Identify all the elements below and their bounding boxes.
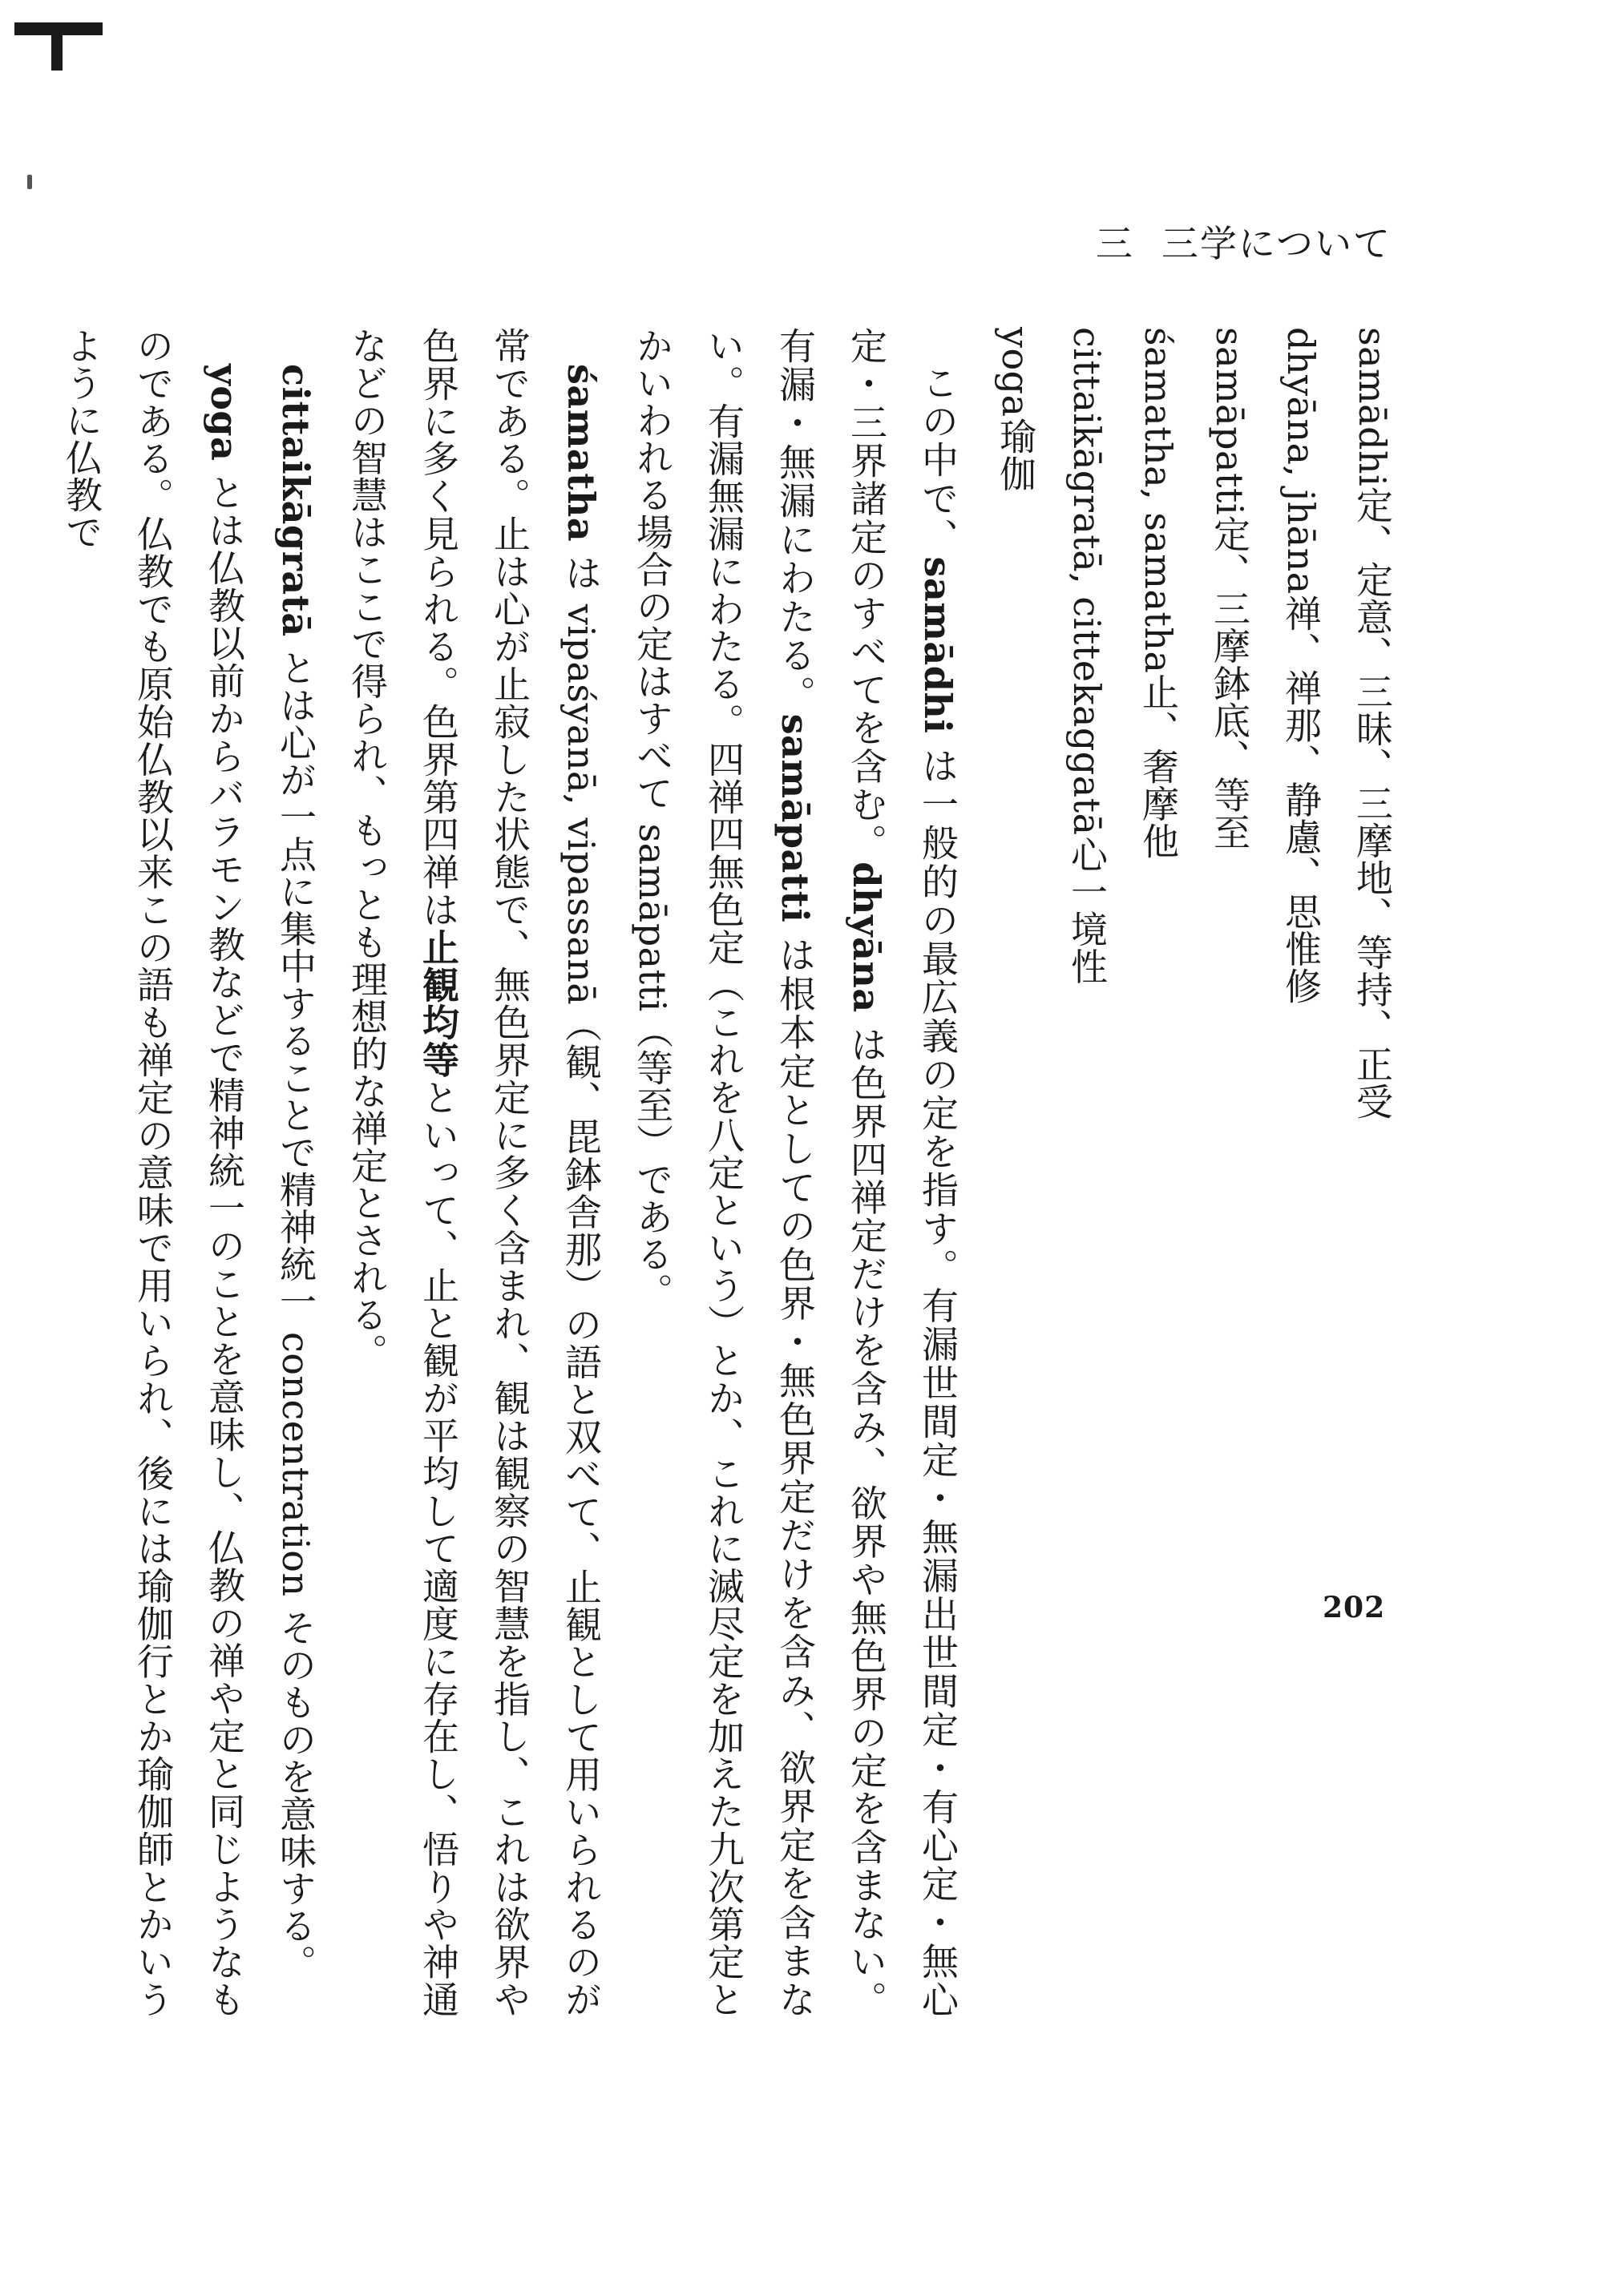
- text-run: は vipaśyanā, vipassanā（観、毘鉢舎那）の語と双べて、止観として用いられるのが常である。止は心が止寂した状態で、無色界定に多く含まれ、観は観察の智慧を指し、これは欲界や色界に多く見られる。色界第四禅は: [417, 327, 603, 2018]
- key-term: 止観均等: [417, 928, 460, 1079]
- paragraph: [331, 327, 616, 2018]
- term-entry: [1122, 327, 1194, 2018]
- text-run: は根本定としての色界・無色界定だけを含み、欲界定を含まない。有漏無漏にわたる。四禅四無色定（これを八定という）とか、これに滅尽定を加えた九次第定とかいわれる場合の定はすべて samāpatti（等至）である。: [631, 327, 817, 2019]
- term-entry: [1336, 327, 1408, 2018]
- term-gloss: 定、定意、三昧、三摩地、等持、正受: [1351, 486, 1394, 1120]
- scan-speck: [27, 175, 32, 189]
- term-romanized: yoga: [994, 327, 1037, 418]
- text-run: とは仏教以前からバラモン教などで精神統一のことを意味し、仏教の禅や定と同じようなものである。仏教でも原始仏教以来この語も禅定の意味で用いられ、後には瑜伽行とか瑜伽師とかいうように仏教で: [60, 327, 246, 2018]
- key-term: śamatha: [560, 364, 603, 543]
- text-run: この中で、: [916, 364, 959, 557]
- key-term: cittaikāgratā: [274, 364, 317, 637]
- term-romanized: cittaikāgratā, cittekaggatā: [1065, 327, 1109, 836]
- section-title: 三学について: [1161, 222, 1392, 265]
- paragraph: [616, 327, 973, 2018]
- term-entry: [1265, 327, 1336, 2018]
- text-run: は色界四禅定だけを含み、欲界や無色界の定を含まない。有漏・無漏にわたる。: [774, 327, 888, 2018]
- key-term: yoga: [203, 364, 246, 462]
- term-entry: [980, 327, 1051, 2018]
- term-romanized: dhyāna, jhāna: [1279, 327, 1323, 595]
- section-number: 三: [1095, 222, 1134, 265]
- term-entry: [1194, 327, 1265, 2018]
- term-romanized: śamatha, samatha: [1137, 327, 1180, 674]
- term-gloss: 定、三摩鉢底、等至: [1208, 515, 1251, 851]
- term-gloss: 心一境性: [1065, 835, 1109, 985]
- text-run: とは心が一点に集中することで精神統一 concentration そのものを意味する。: [274, 636, 317, 1982]
- key-term: dhyāna: [845, 862, 888, 1013]
- term-gloss: 止、奢摩他: [1137, 673, 1180, 860]
- key-term: samāpatti: [774, 713, 817, 923]
- paragraph: [260, 327, 331, 2018]
- term-entry: [1051, 327, 1122, 2018]
- key-term: samādhi: [916, 556, 959, 734]
- text-run: は一般的の最広義の定を指す。有漏世間定・無漏出世間定・有心定・無心定・三界諸定のすべてを含む。: [845, 327, 959, 2019]
- corner-crop-mark: [14, 22, 103, 71]
- running-header: [1096, 215, 1392, 268]
- term-gloss: 禅、禅那、静慮、思惟修: [1279, 594, 1323, 1005]
- term-gloss: 瑜伽: [994, 417, 1037, 492]
- text-run: といって、止と観が平均して適度に存在し、悟りや神通などの智慧はここで得られ、もっとも理想的な禅定とされる。: [345, 327, 460, 2019]
- page-number: 202: [1323, 1591, 1386, 1624]
- body-text: [46, 327, 1408, 2018]
- term-romanized: samāpatti: [1208, 327, 1251, 516]
- paragraph: [46, 327, 260, 2018]
- term-romanized: samādhi: [1351, 327, 1394, 487]
